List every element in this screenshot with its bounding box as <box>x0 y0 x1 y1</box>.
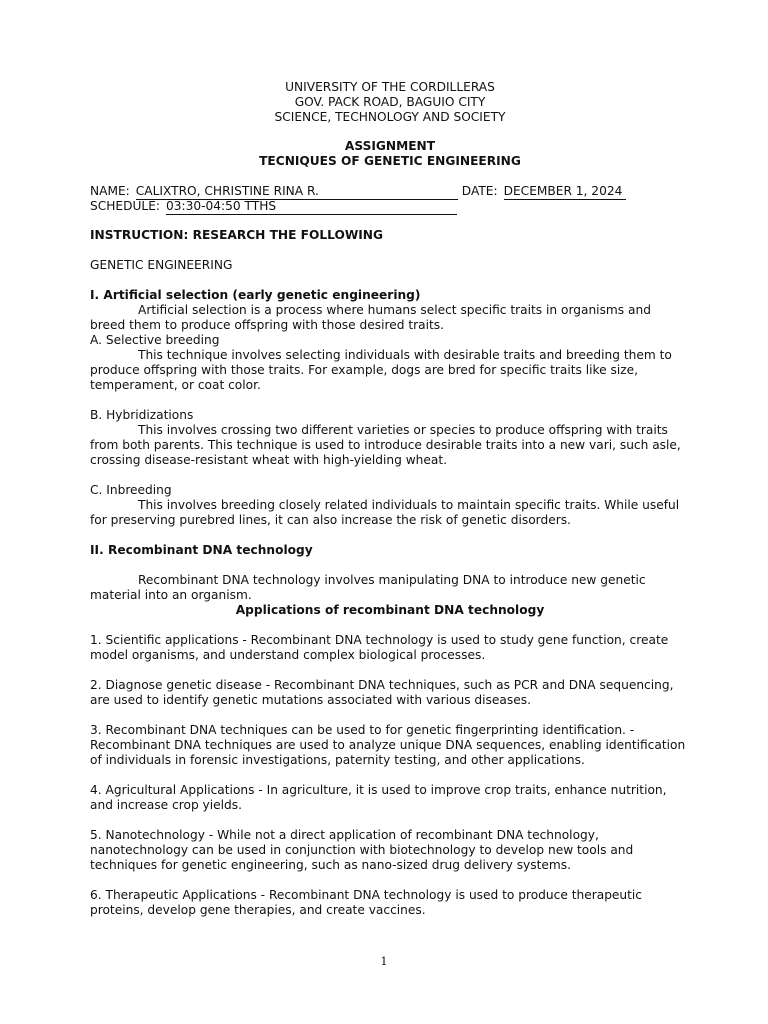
applications-title: Applications of recombinant DNA technology <box>235 603 545 617</box>
inbreeding-label: C. Inbreeding <box>90 483 172 497</box>
application-item: 4. Agricultural Applications - In agriculture, it is used to improve crop traits, enhance nutrition, and increase crop yields. <box>90 783 667 812</box>
section-heading: GENETIC ENGINEERING <box>90 258 233 272</box>
inbreeding-text: This involves breeding closely related individuals to maintain specific traits. While useful for preserving purebred lines, it can also increase the risk of genetic disorders. <box>90 498 680 527</box>
date-value: DECEMBER 1, 2024 <box>504 185 626 200</box>
assignment-label: ASSIGNMENT <box>344 139 436 153</box>
section1-intro: Artificial selection is a process where humans select specific traits in organisms and breed them to produce offspring with those desired traits. <box>90 303 651 332</box>
selective-breeding-text: This technique involves selecting individuals with desirable traits and breeding them to produce offspring with those traits. For example, dogs are bred for specific traits like size, temperament, or coat color. <box>90 348 672 392</box>
schedule-row <box>90 199 690 214</box>
section2-title: II. Recombinant DNA technology <box>90 543 313 557</box>
schedule-label: SCHEDULE: <box>90 199 161 213</box>
hybridizations-label: B. Hybridizations <box>90 408 194 422</box>
course-name: SCIENCE, TECHNOLOGY AND SOCIETY <box>274 110 506 124</box>
hybridizations-text: This involves crossing two different varieties or species to produce offspring with traits from both parents. This technique is used to introduce desirable traits into a new vari, such asle, crossing disease-resistant wheat with high-yielding wheat. <box>90 423 681 467</box>
name-value: CALIXTRO, CHRISTINE RINA R. <box>136 185 458 200</box>
application-item: 1. Scientific applications - Recombinant DNA technology is used to study gene function, create model organisms, and understand complex biological processes. <box>90 633 669 662</box>
application-item: 5. Nanotechnology - While not a direct application of recombinant DNA technology, nanotechnology can be used in conjunction with biotechnology to develop new tools and techniques for genetic engineering, such as nano-sized drug delivery systems. <box>90 828 634 872</box>
university-name: UNIVERSITY OF THE CORDILLERAS <box>285 80 495 94</box>
instruction: INSTRUCTION: RESEARCH THE FOLLOWING <box>90 228 383 242</box>
document-content <box>90 80 690 918</box>
application-item: 2. Diagnose genetic disease - Recombinant DNA techniques, such as PCR and DNA sequencing, are used to identify genetic mutations associated with various diseases. <box>90 678 674 707</box>
application-item: 6. Therapeutic Applications - Recombinant DNA technology is used to produce therapeutic proteins, develop gene therapies, and create vaccines. <box>90 888 643 917</box>
schedule-value: 03:30-04:50 TTHS <box>166 200 457 215</box>
university-address: GOV. PACK ROAD, BAGUIO CITY <box>294 95 486 109</box>
name-label: NAME: <box>90 184 130 198</box>
section2-intro: Recombinant DNA technology involves manipulating DNA to introduce new genetic material into an organism. <box>90 573 646 602</box>
application-item: 3. Recombinant DNA techniques can be used to for genetic fingerprinting identification. - Recombinant DNA techniques are used to analyze unique DNA sequences, enabling identification of individuals in forensic investigations, paternity testing, and other applications. <box>90 723 686 767</box>
page-number: 1 <box>380 955 388 968</box>
assignment-topic: TECNIQUES OF GENETIC ENGINEERING <box>259 154 521 168</box>
section1-title: I. Artificial selection (early genetic engineering) <box>90 288 421 302</box>
date-label: DATE: <box>461 184 498 198</box>
selective-breeding-label: A. Selective breeding <box>90 333 220 347</box>
name-date-row <box>90 184 690 199</box>
